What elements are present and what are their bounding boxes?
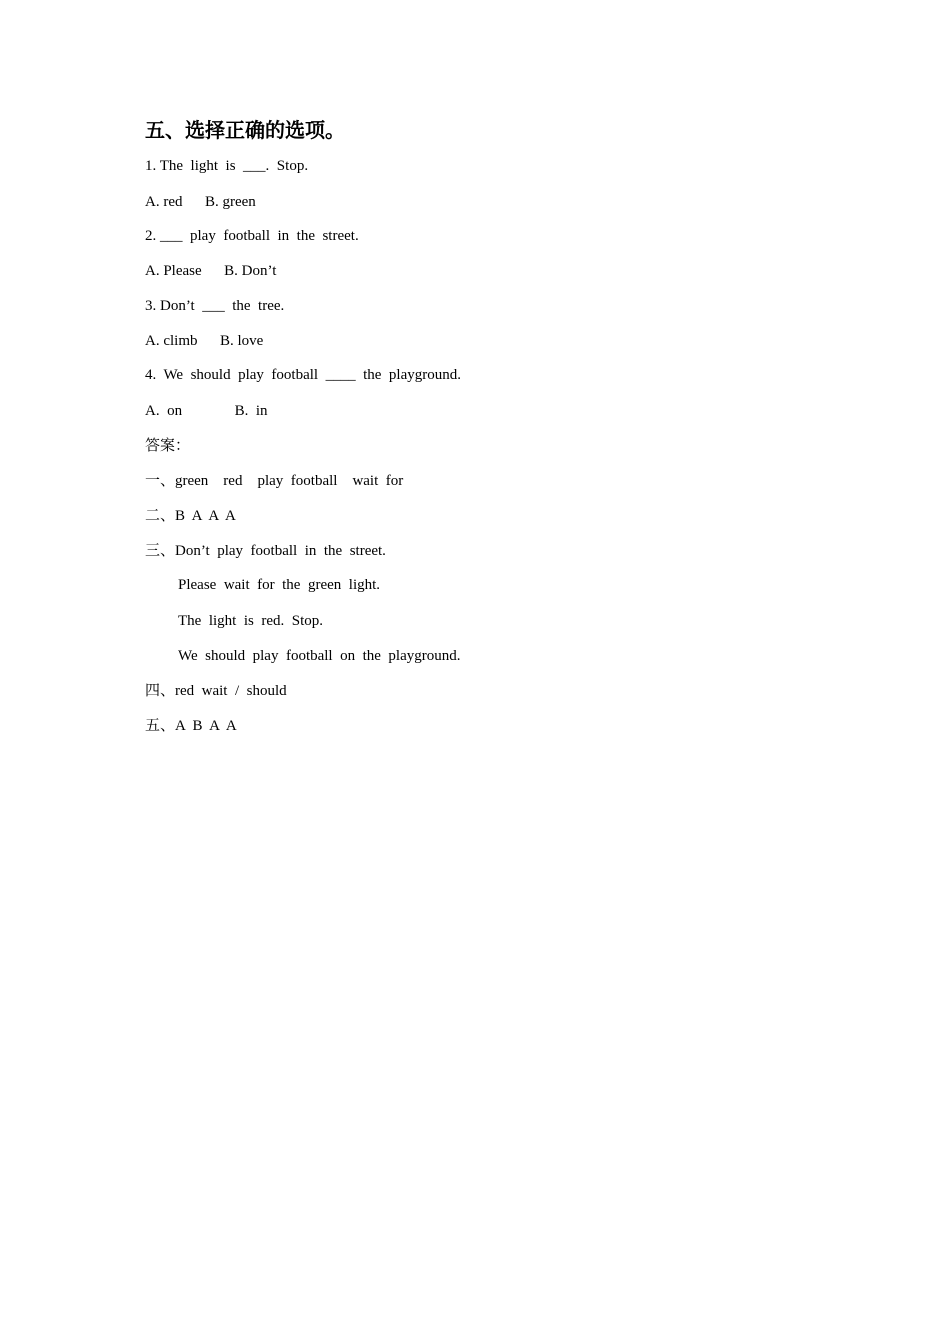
answer-subline-2: The light is red. Stop. [178,613,323,629]
answer-line-2: 二、B A A A [145,508,236,524]
answers-label: 答案： [145,438,191,454]
question-2-stem: 2. ___ play football in the street. [145,228,359,244]
question-3-options: A. climb B. love [145,333,264,349]
answer-line-3: 三、Don’t play football in the street. [145,543,386,559]
answer-line-5: 五、A B A A [145,718,237,734]
question-3-stem: 3. Don’t ___ the tree. [145,298,285,314]
answer-subline-1: Please wait for the green light. [178,577,381,593]
question-4-options: A. on B. in [145,403,268,419]
question-4-stem: 4. We should play football ____ the playground. [145,367,461,383]
question-1-options: A. red B. green [145,194,256,210]
section-title: 五、选择正确的选项。 [145,118,345,142]
question-2-options: A. Please B. Don’t [145,263,277,279]
answer-line-1: 一、green red play football wait for [145,473,404,489]
answer-subline-3: We should play football on the playground. [178,648,461,664]
answer-line-4: 四、red wait / should [145,683,287,699]
question-1-stem: 1. The light is ___. Stop. [145,158,309,174]
